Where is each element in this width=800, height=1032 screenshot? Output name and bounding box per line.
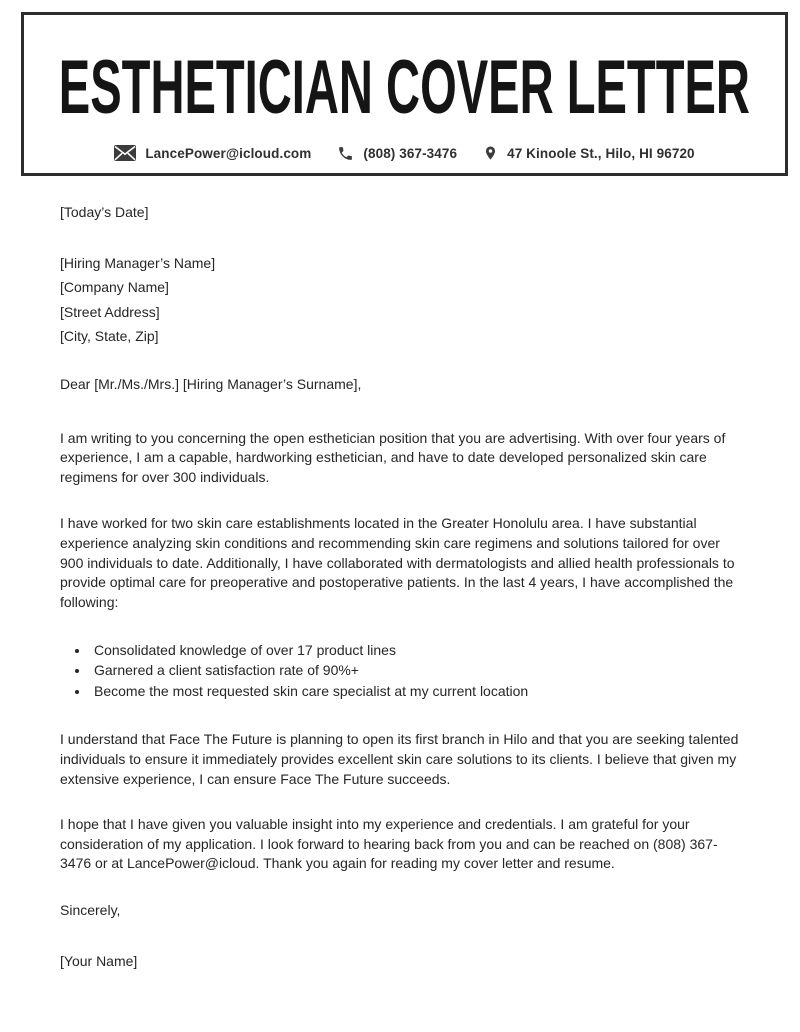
contact-email-label: LancePower@icloud.com (145, 145, 312, 161)
recipient-city-line: [City, State, Zip] (60, 328, 159, 345)
recipient-block (60, 251, 740, 349)
contact-phone-label: (808) 367-3476 (363, 145, 458, 161)
paragraph-experience: I have worked for two skin care establishments located in the Greater Honolulu area. I have substantial experience analyzing skin conditions and recommending skin care regimens and solutions tailored for over 900 individuals to date. Additionally, I have collaborated with dermatologists and allied health professionals to provide optimal care for preoperative and postoperative patients. In the last 4 years, I have accomplished the following: (60, 514, 735, 611)
date-placeholder: [Today’s Date] (60, 204, 149, 220)
list-item: • Garnered a client satisfaction rate of 90%+ (90, 660, 740, 681)
paragraph-closing: I hope that I have given you valuable insight into my experience and credentials. I am grateful for your consideration of my application. I look forward to hearing back from you and can be reached on (808) 367-3476 or at LancePower@icloud. Thank you again for reading my cover letter and resume. (60, 815, 718, 872)
signature-placeholder: [Your Name] (60, 953, 138, 970)
page-title: ESTHETICIAN COVER LETTER (58, 45, 751, 130)
salutation: Dear [Mr./Ms./Mrs.] [Hiring Manager’s Surname], (60, 375, 362, 392)
recipient-street-line: [Street Address] (60, 303, 160, 320)
list-item: • Become the most requested skin care specialist at my current location (90, 681, 740, 702)
recipient-company-line: [Company Name] (60, 279, 169, 296)
recipient-name-line: [Hiring Manager’s Name] (60, 254, 216, 271)
paragraph-intro: I am writing to you concerning the open esthetician position that you are advertising. With over four years of experience, I am a capable, hardworking esthetician, and have to date developed personalized skin care regimens for over 300 individuals. (60, 429, 726, 486)
list-item: • Consolidated knowledge of over 17 product lines (90, 640, 740, 661)
paragraph-company-fit: I understand that Face The Future is planning to open its first branch in Hilo and that you are seeking talented individuals to ensure it immediately provides excellent skin care solutions to its clients. I believe that given my extensive experience, I can ensure Face The Future succeeds. (60, 731, 739, 788)
accomplishments-list (60, 640, 740, 702)
closing: Sincerely, (60, 902, 121, 919)
contact-address-label: 47 Kinoole St., Hilo, HI 96720 (507, 145, 695, 161)
